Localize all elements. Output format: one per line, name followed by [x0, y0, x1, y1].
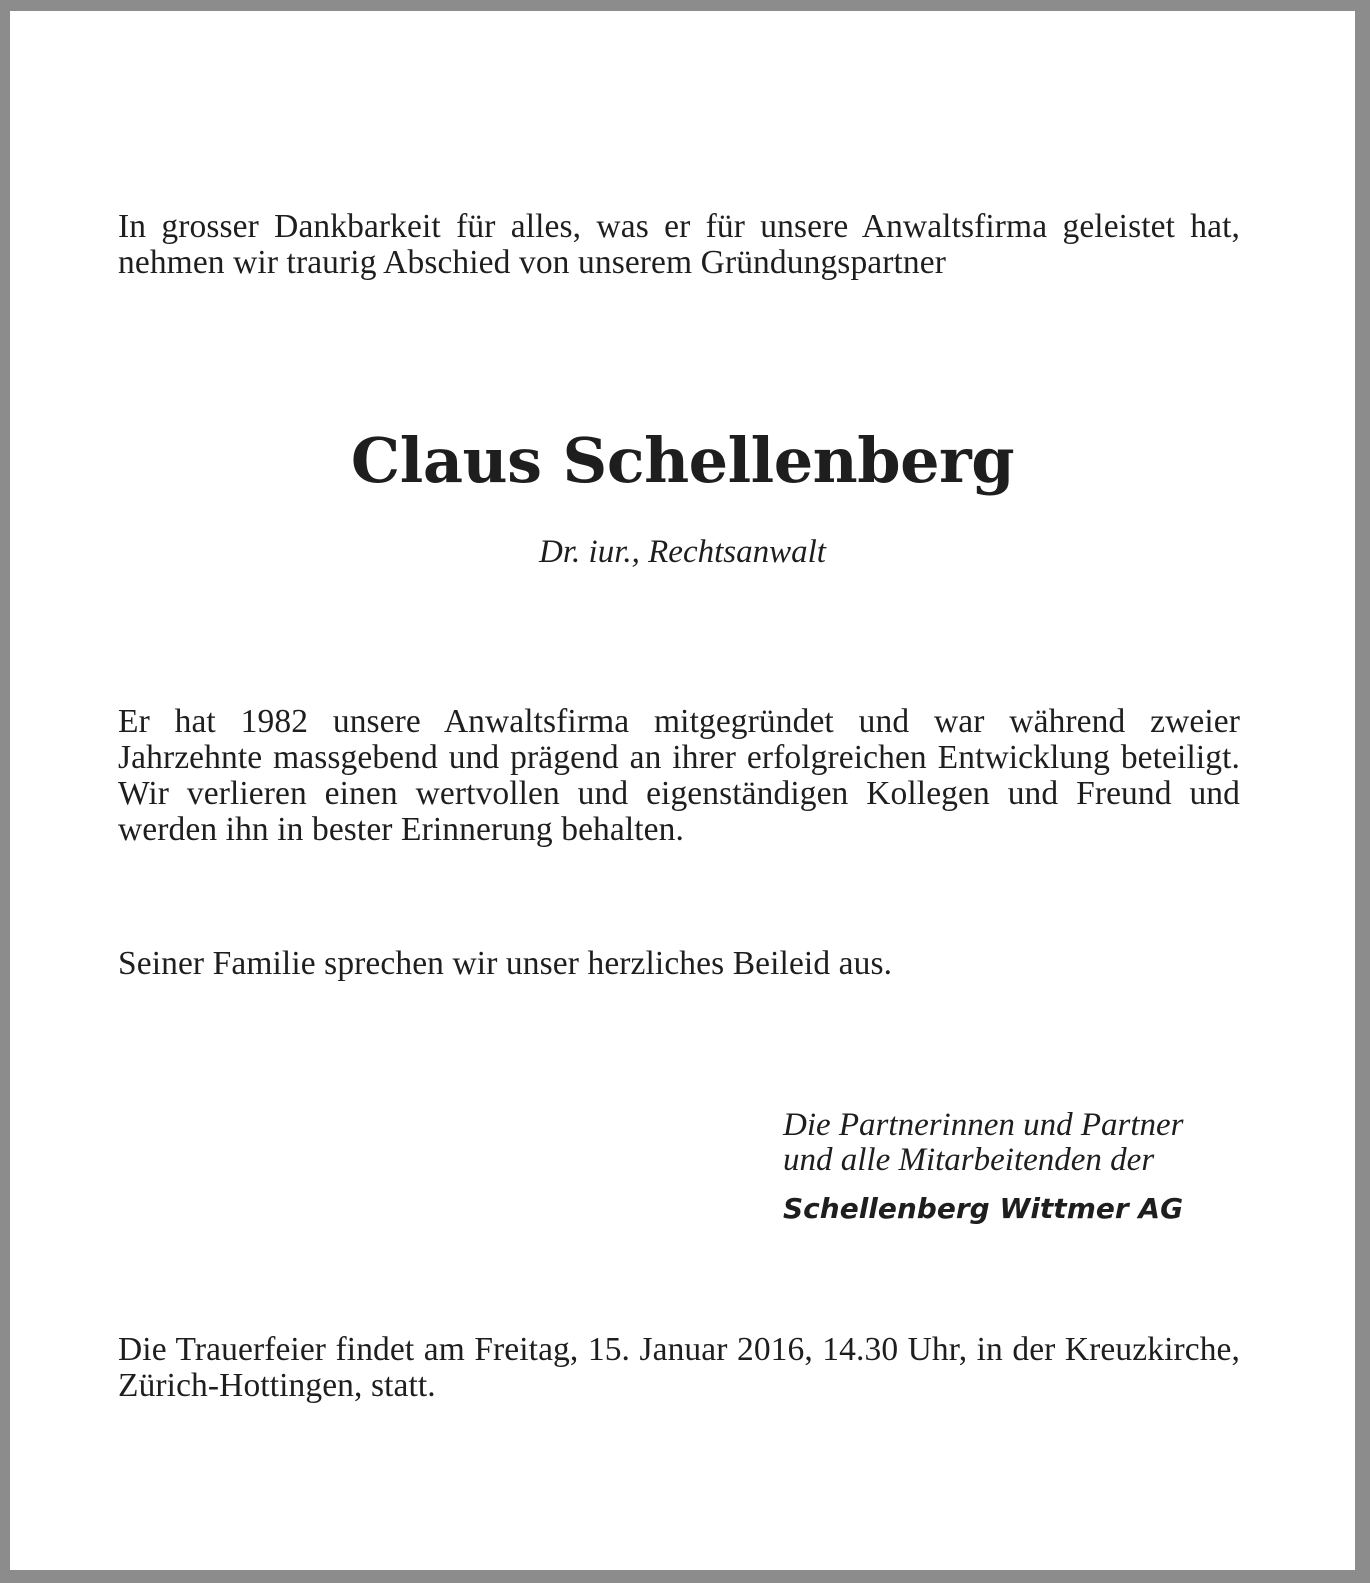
- signature-block: [783, 1108, 1184, 1226]
- service-info-paragraph: Die Trauerfeier findet am Freitag, 15. Januar 2016, 14.30 Uhr, in der Kreuzkirche, Zürich-Hottingen, statt.: [118, 1331, 1240, 1404]
- signature-line-2: und alle Mitarbeitenden der: [783, 1142, 1155, 1178]
- condolence-paragraph: Seiner Familie sprechen wir unser herzliches Beileid aus.: [118, 945, 893, 982]
- obituary-page: [10, 11, 1355, 1570]
- signature-line-1: Die Partnerinnen und Partner: [783, 1107, 1184, 1143]
- deceased-title: Dr. iur., Rechtsanwalt: [539, 534, 826, 570]
- firm-name: Schellenberg Wittmer AG: [783, 1192, 1184, 1225]
- intro-paragraph: In grosser Dankbarkeit für alles, was er für unsere Anwaltsfirma geleistet hat, nehmen wir traurig Abschied von unserem Gründungspartner: [118, 208, 1240, 281]
- deceased-name: Claus Schellenberg: [350, 424, 1015, 497]
- tribute-paragraph: Er hat 1982 unsere Anwaltsfirma mitgegründet und war während zweier Jahrzehnte massgebend und prägend an ihrer erfolgreichen Entwicklung beteiligt. Wir verlieren einen wertvollen und eigenständigen Kollegen und Freund und werden ihn in bester Erinnerung behalten.: [118, 703, 1240, 848]
